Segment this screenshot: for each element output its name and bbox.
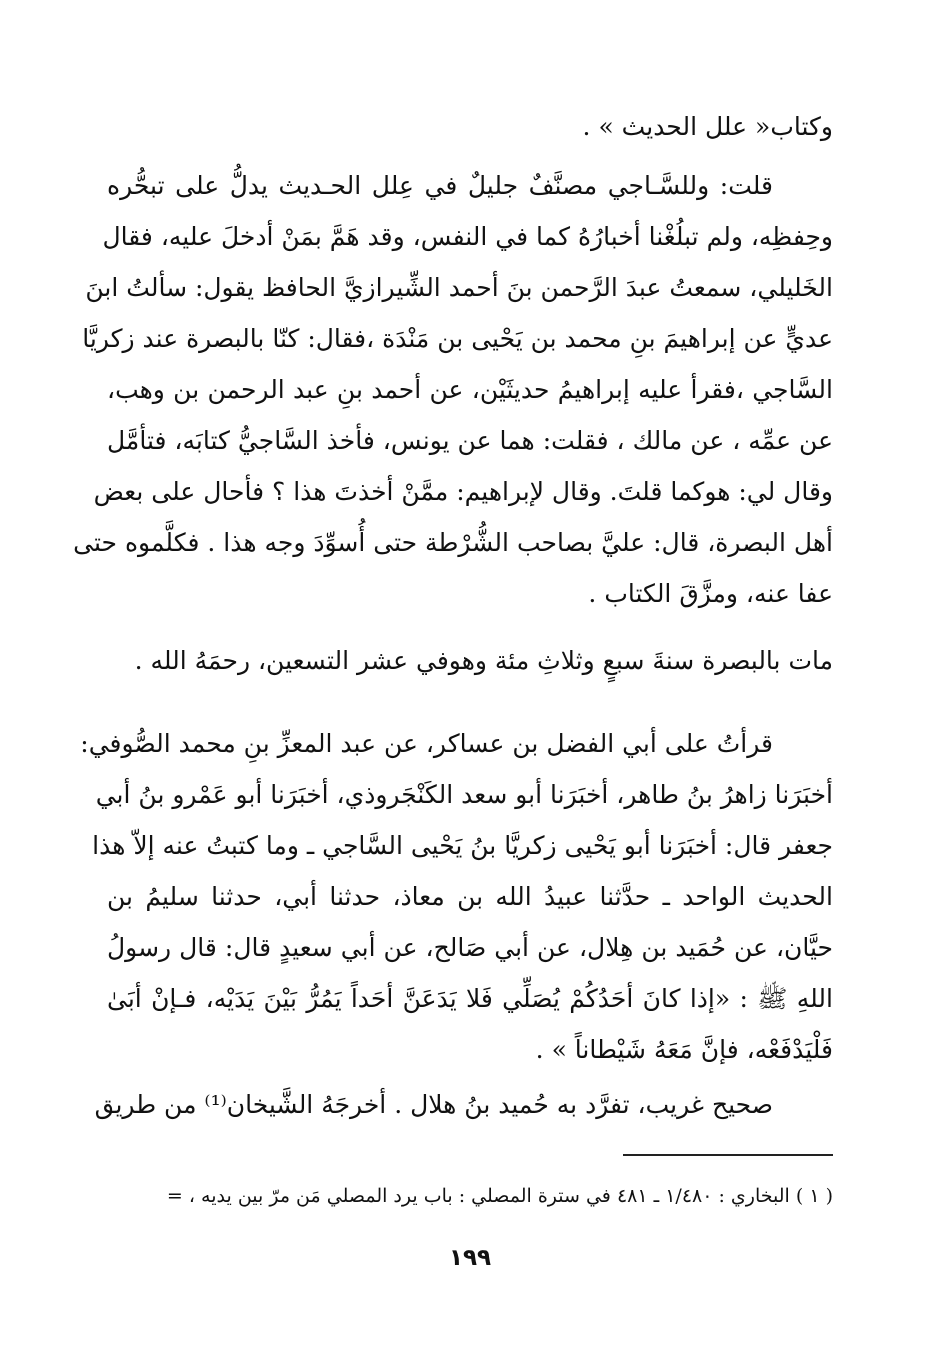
text-line: اللهِ ﷺ : «إذا كانَ أحَدُكُمْ يُصَلِّي فَلا يَدَعَنَّ أحَداً يَمُرُّ بَيْنَ يَدَيْه، فـإنْ أبَىٰ (107, 984, 833, 1013)
text-line: وكتاب« علل الحديث » . (582, 112, 833, 141)
text-line: عفا عنه، ومزَّقَ الكتاب . (588, 579, 833, 608)
text-line: عديٍّ عن إبراهيمَ بنِ محمد بن يَحْيى بن مَنْدَة ،فقال: كنّا بالبصرة عند زكريَّا (82, 324, 833, 353)
paragraph-hadith-chain (80, 718, 833, 1075)
paragraph-saji-book (73, 160, 833, 619)
page-number: ١٩٩ (448, 1245, 492, 1271)
text-line: قلت: وللسَّـاجي مصنَّفٌ جليلٌ في عِلل الحـديث يدلُّ على تبحُّره (107, 171, 773, 200)
text-line: وقال لي: هوكما قلتَ. وقال لإبراهيم: ممَّنْ أخذتَ هذا ؟ فأحال على بعض (93, 477, 833, 506)
paragraph-death (107, 635, 833, 686)
paragraph-grading (94, 1079, 833, 1130)
text-line: مات بالبصرة سنةَ سبعٍ وثلاثِ مئة وهوفي عشر التسعين، رحمَهُ الله . (134, 646, 833, 675)
text-line: قرأتُ على أبي الفضل بن عساكر، عن عبد المعزِّ بنِ محمد الصُّوفي: (80, 729, 773, 758)
text-line: عن عمِّه ، عن مالك ، فقلت: هما عن يونس، فأخذ السَّاجيُّ كتابَه، فتأمَّل (107, 426, 833, 455)
text-line: جعفر قال: أخبَرَنا أبو يَحْيى زكريَّا بنُ يَحْيى السَّاجي ـ وما كتبتُ عنه إلاّ هذا (92, 831, 833, 860)
text-line: الخَليلي، سمعتُ عبدَ الرَّحمن بنَ أحمد الشِّيرازيَّ الحافظ يقول: سألتُ ابنَ (85, 273, 833, 302)
text-line: صحيح غريب، تفرَّد به حُميد بنُ هلال . أخرجَهُ الشَّيخان⁽¹⁾ من طريق (94, 1090, 773, 1119)
text-line: وحِفظِه، ولم تبلُغْنا أخبارُهُ كما في النفس، وقد هَمَّ بمَنْ أدخلَ عليه، فقال (102, 222, 833, 251)
text-line: الحديث الواحد ـ حدَّثنا عبيدُ الله بن معاذ، حدثنا أبي، حدثنا سليمُ بن (107, 882, 833, 911)
text-line: حيَّان، عن حُمَيد بن هِلال، عن أبي صَالح، عن أبي سعيدٍ قال: قال رسولُ (107, 933, 833, 962)
footnote-divider (623, 1154, 833, 1156)
text-line: أهل البصرة، قال: عليَّ بصاحب الشُّرْطة حتى أُسوِّدَ وجه هذا . فكلَّموه حتى (73, 528, 833, 557)
text-line: فَلْيَدْفَعْه، فإنَّ مَعَهُ شَيْطاناً » . (535, 1035, 833, 1064)
text-line: أخبَرَنا زاهرُ بنُ طاهر، أخبَرَنا أبو سعد الكَنْجَروذي، أخبَرَنا أبو عَمْرو بنُ أبي (95, 780, 833, 809)
footnote: ( ١ ) البخاري : ١/٤٨٠ ـ ٤٨١ في سترة المصلي : باب يرد المصلي مَن مرّ بين يديه ، = (166, 1185, 833, 1207)
text-line: السَّاجي ،فقرأ عليه إبراهيمُ حديثَيْن، عن أحمد بنِ عبد الرحمن بن وهب، (107, 375, 833, 404)
intro-line (107, 101, 833, 152)
